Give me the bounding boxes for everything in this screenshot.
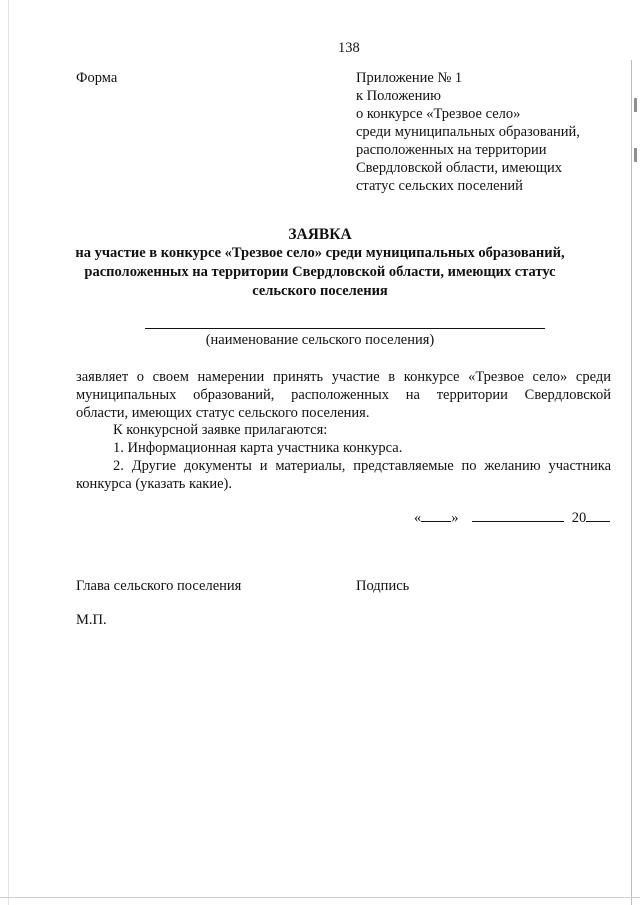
body-line: К конкурсной заявке прилагаются: <box>113 422 328 438</box>
date-month-blank <box>472 508 564 522</box>
body-line: заявляет о своем намерении принять участие в конкурсе «Трезвое село» среди <box>76 369 611 385</box>
appendix-line: среди муниципальных образований, <box>356 124 580 140</box>
appendix-line: расположенных на территории <box>356 142 547 158</box>
subtitle-line: сельского поселения <box>252 283 388 299</box>
position-label: Глава сельского поселения <box>76 578 242 594</box>
scan-right-edge <box>631 60 632 905</box>
document-title: ЗАЯВКА <box>288 226 352 243</box>
date-day-blank <box>421 508 451 522</box>
stamp-label: М.П. <box>76 612 107 628</box>
date-year-prefix: 20 <box>571 510 587 526</box>
appendix-line: статус сельских поселений <box>356 178 523 194</box>
signature-label: Подпись <box>356 578 410 594</box>
scan-left-edge <box>8 0 9 905</box>
date-close-quote: » <box>451 510 459 526</box>
body-line: 2. Другие документы и материалы, представляемые по желанию участника <box>113 458 611 474</box>
scan-edge-mark <box>634 98 637 112</box>
appendix-line: Приложение № 1 <box>356 70 463 86</box>
scan-bottom-edge <box>0 897 640 898</box>
name-underline <box>145 328 545 329</box>
body-line: конкурса (указать какие). <box>76 476 232 492</box>
date-open-quote: « <box>414 510 422 526</box>
date-year-blank <box>586 508 610 522</box>
name-caption: (наименование сельского поселения) <box>205 332 435 348</box>
subtitle-line: расположенных на территории Свердловской области, имеющих статус <box>84 264 556 280</box>
subtitle-line: на участие в конкурсе «Трезвое село» среди муниципальных образований, <box>75 245 565 261</box>
scan-edge-mark <box>634 148 637 162</box>
page-number: 138 <box>338 40 360 56</box>
form-label: Форма <box>76 70 118 86</box>
body-line: области, имеющих статус сельского поселения. <box>76 405 370 421</box>
appendix-line: Свердловской области, имеющих <box>356 160 563 176</box>
body-line: 1. Информационная карта участника конкурса. <box>113 440 403 456</box>
date-line <box>414 508 610 527</box>
appendix-line: к Положению <box>356 88 441 104</box>
body-line: муниципальных образований, расположенных на территории Свердловской <box>76 387 611 403</box>
appendix-line: о конкурсе «Трезвое село» <box>356 106 521 122</box>
